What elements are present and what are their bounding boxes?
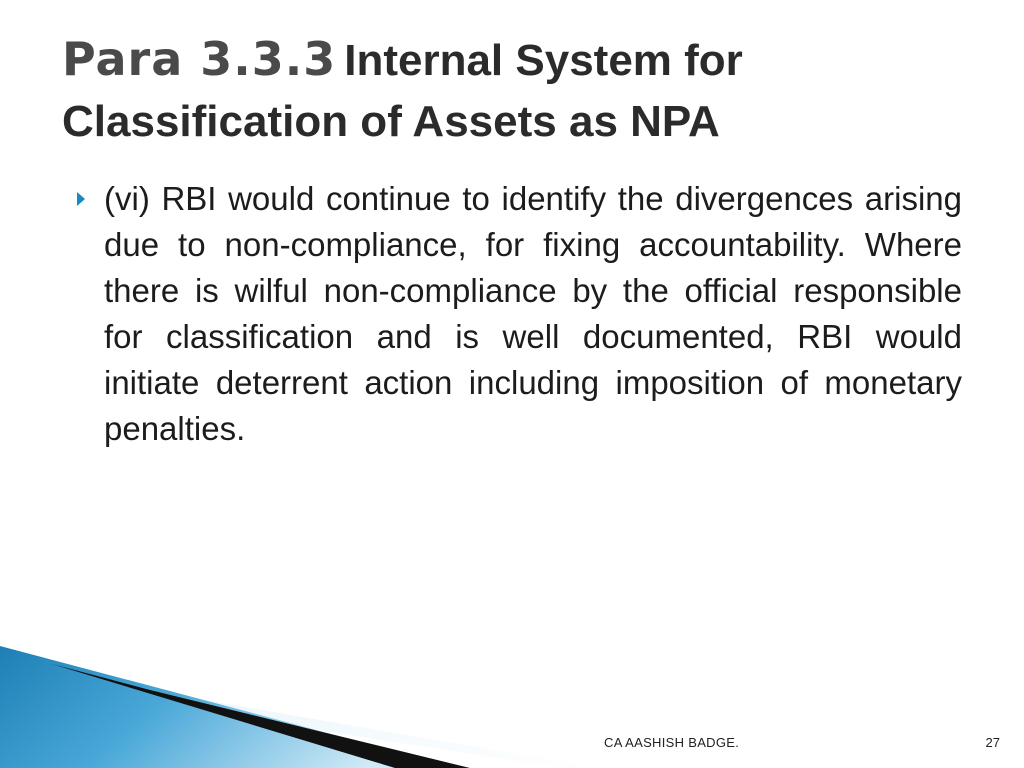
- dark-swoosh: [52, 664, 470, 768]
- title-para-number: Para 3.3.3: [62, 32, 337, 86]
- bullet-item: [70, 176, 962, 452]
- pale-swoosh: [0, 665, 600, 768]
- footer-credit: CA AASHISH BADGE.: [604, 735, 740, 750]
- triangle-bullet-icon: [77, 192, 85, 206]
- slide-number: 27: [985, 735, 1000, 750]
- bullet-text: (vi) RBI would continue to identify the divergences arising due to non-compliance, for fixing accountability. Where there is wilful non-compliance by the official responsible for classification and is well documented, RBI would initiate deterrent action including imposition of monetary penalties.: [104, 180, 962, 447]
- slide-title: [62, 30, 962, 154]
- blue-swoosh: [0, 646, 460, 768]
- title-main-text: Internal System for Classification of Assets as NPA: [62, 36, 743, 146]
